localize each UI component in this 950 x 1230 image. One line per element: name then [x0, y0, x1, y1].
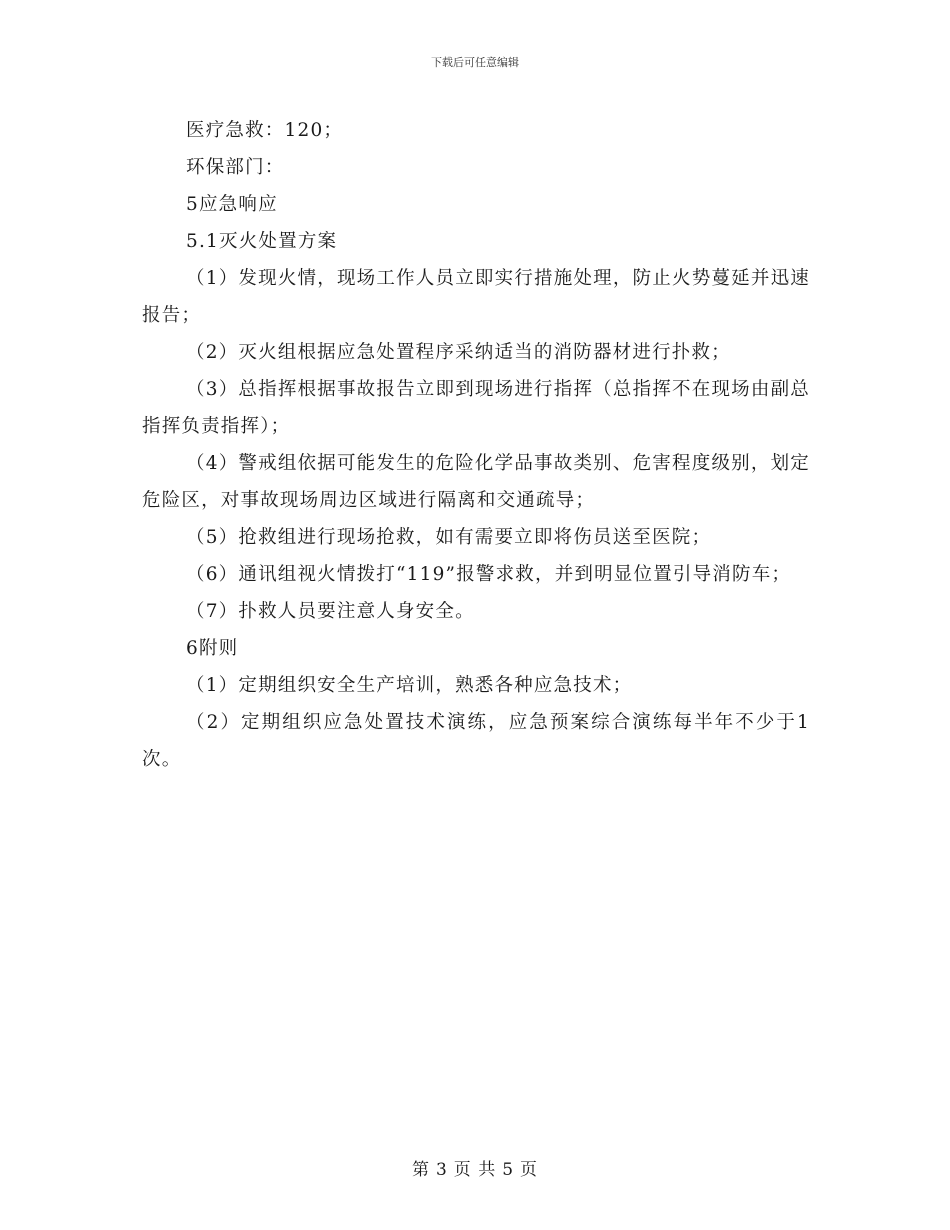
- paragraph-item-1: （1）发现火情，现场工作人员立即实行措施处理，防止火势蔓延并迅速报告；: [142, 268, 810, 326]
- footer-middle: 页 共: [453, 1160, 497, 1180]
- paragraph-item-3: （3）总指挥根据事故报告立即到现场进行指挥（总指挥不在现场由副总指挥负责指挥）；: [142, 379, 810, 437]
- paragraph-environmental-dept: 环保部门：: [186, 157, 285, 178]
- paragraph-item-4: （4）警戒组依据可能发生的危险化学品事故类别、危害程度级别，划定危险区，对事故现场周边区域进行隔离和交通疏导；: [142, 453, 810, 511]
- page-number-total: 5: [502, 1160, 515, 1180]
- footer-prefix: 第: [411, 1160, 430, 1180]
- paragraph-item-6: （6）通讯组视火情拨打“119”报警求救，并到明显位置引导消防车；: [186, 564, 792, 585]
- page-footer: [0, 1155, 950, 1180]
- paragraph-medical-emergency: 医疗急救：120；: [186, 120, 344, 141]
- page-header: 下载后可任意编辑: [431, 56, 519, 69]
- paragraph-item-7: （7）扑救人员要注意人身安全。: [186, 601, 475, 622]
- page-number-current: 3: [435, 1160, 448, 1180]
- subsection-heading-fire-plan: 5.1灭火处置方案: [186, 231, 338, 252]
- section-heading-appendix: 6附则: [186, 638, 239, 659]
- paragraph-item-2: （2）灭火组根据应急处置程序采纳适当的消防器材进行扑救；: [186, 342, 731, 363]
- footer-suffix: 页: [520, 1160, 539, 1180]
- section-heading-emergency-response: 5应急响应: [186, 194, 278, 215]
- paragraph-item-5: （5）抢救组进行现场抢救，如有需要立即将伤员送至医院；: [186, 527, 712, 548]
- paragraph-appendix-1: （1）定期组织安全生产培训，熟悉各种应急技术；: [186, 675, 633, 696]
- document-body: [142, 112, 810, 778]
- paragraph-appendix-2: （2）定期组织应急处置技术演练，应急预案综合演练每半年不少于1次。: [142, 712, 810, 770]
